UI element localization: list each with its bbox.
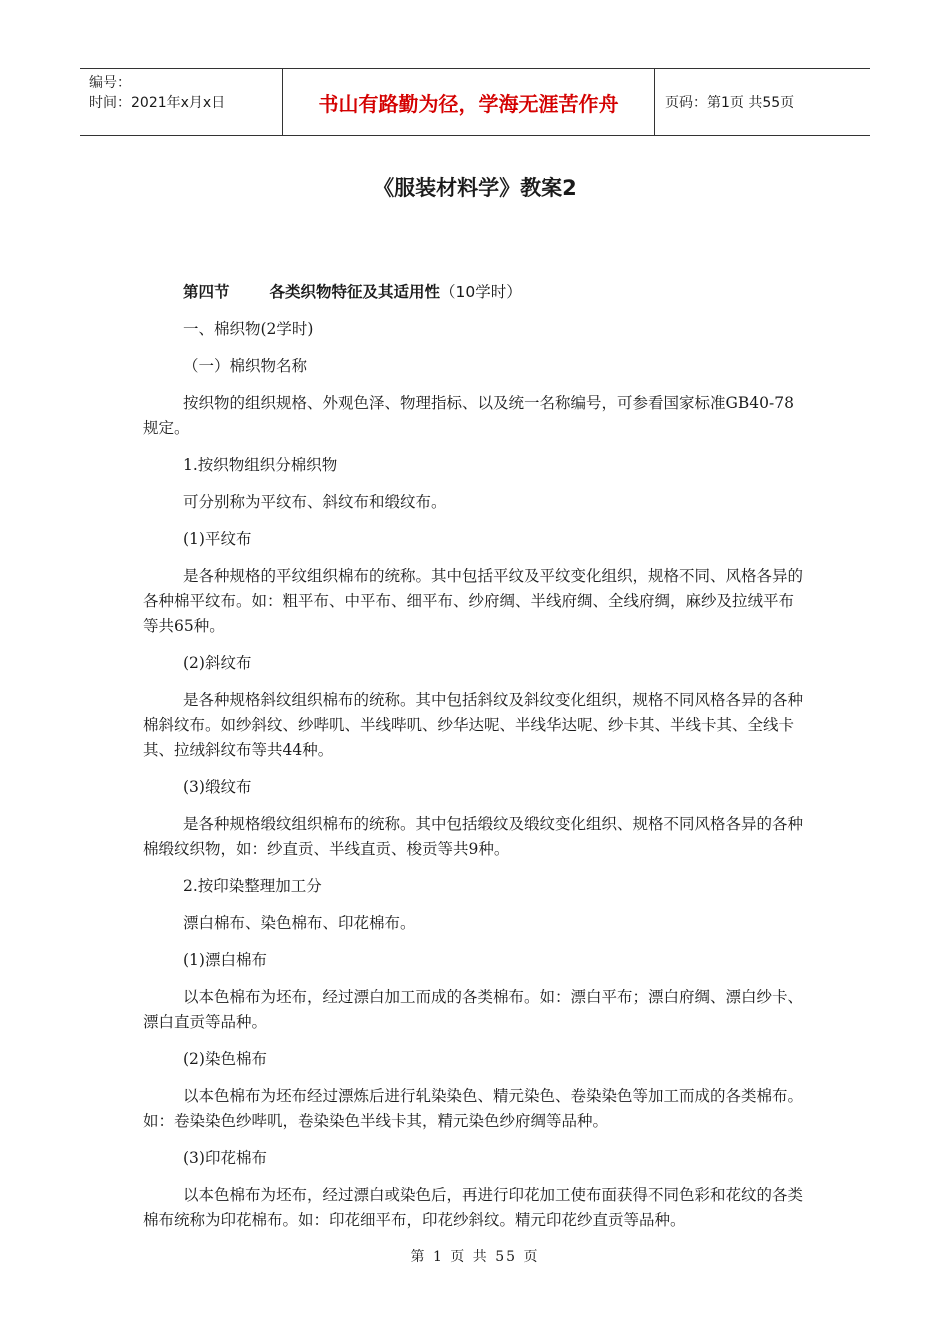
section-number: 第四节 bbox=[183, 283, 230, 301]
paragraph: (1)漂白棉布 bbox=[183, 951, 267, 969]
paragraph: 可分别称为平纹布、斜纹布和缎纹布。 bbox=[183, 493, 447, 511]
paragraph: 按织物的组织规格、外观色泽、物理指标、以及统一名称编号，可参看国家标准GB40-78规定。 bbox=[143, 394, 794, 437]
paragraph: 以本色棉布为坯布经过漂炼后进行轧染染色、精元染色、卷染染色等加工而成的各类棉布。如：卷染染色纱哔叽，卷染染色半线卡其，精元染色纱府绸等品种。 bbox=[143, 1087, 804, 1130]
number-label: 编号： bbox=[89, 75, 131, 91]
paragraph: (2)斜纹布 bbox=[183, 654, 252, 672]
paragraph: (1)平纹布 bbox=[183, 530, 252, 548]
page-footer: 第 1 页 共 55 页 bbox=[410, 1249, 540, 1265]
paragraph: (3)缎纹布 bbox=[183, 778, 252, 796]
paragraph: （一）棉织物名称 bbox=[183, 357, 308, 375]
section-heading bbox=[143, 280, 805, 305]
paragraph: 是各种规格斜纹组织棉布的统称。其中包括斜纹及斜纹变化组织，规格不同风格各异的各种棉斜纹布。如纱斜纹、纱哔叽、半线哔叽、纱华达呢、半线华达呢、纱卡其、半线卡其、全线卡其、拉绒斜纹布等共44种。 bbox=[143, 691, 804, 759]
paragraph: 以本色棉布为坯布，经过漂白加工而成的各类棉布。如：漂白平布；漂白府绸、漂白纱卡、漂白直贡等品种。 bbox=[143, 988, 804, 1031]
paragraph: 以本色棉布为坯布，经过漂白或染色后，再进行印花加工使布面获得不同色彩和花纹的各类棉布统称为印花棉布。如：印花细平布，印花纱斜纹。精元印花纱直贡等品种。 bbox=[143, 1186, 804, 1229]
time-label: 时间：2021年x月x日 bbox=[89, 95, 226, 111]
page-header bbox=[80, 68, 870, 136]
paragraph: 2.按印染整理加工分 bbox=[183, 877, 322, 895]
paragraph: 漂白棉布、染色棉布、印花棉布。 bbox=[183, 914, 416, 932]
paragraph: (3)印花棉布 bbox=[183, 1149, 267, 1167]
header-page-info: 页码：第1页 共55页 bbox=[665, 95, 795, 111]
paragraph: 1.按织物组织分棉织物 bbox=[183, 456, 338, 474]
header-meta bbox=[80, 69, 282, 135]
paragraph: (2)染色棉布 bbox=[183, 1050, 267, 1068]
paragraph: 是各种规格的平纹组织棉布的统称。其中包括平纹及平纹变化组织，规格不同、风格各异的各种棉平纹布。如：粗平布、中平布、细平布、纱府绸、半线府绸、全线府绸，麻纱及拉绒平布等共65种。 bbox=[143, 567, 804, 635]
document-body bbox=[143, 280, 805, 1245]
header-motto: 书山有路勤为径，学海无涯苦作舟 bbox=[282, 69, 655, 135]
document-title: 《服装材料学》教案2 bbox=[373, 176, 577, 200]
section-title: 各类织物特征及其适用性 bbox=[269, 283, 441, 301]
paragraph: 一、棉织物(2学时) bbox=[183, 320, 314, 338]
section-hours: （10学时） bbox=[440, 283, 522, 301]
paragraph: 是各种规格缎纹组织棉布的统称。其中包括缎纹及缎纹变化组织、规格不同风格各异的各种棉缎纹织物，如：纱直贡、半线直贡、梭贡等共9种。 bbox=[143, 815, 804, 858]
